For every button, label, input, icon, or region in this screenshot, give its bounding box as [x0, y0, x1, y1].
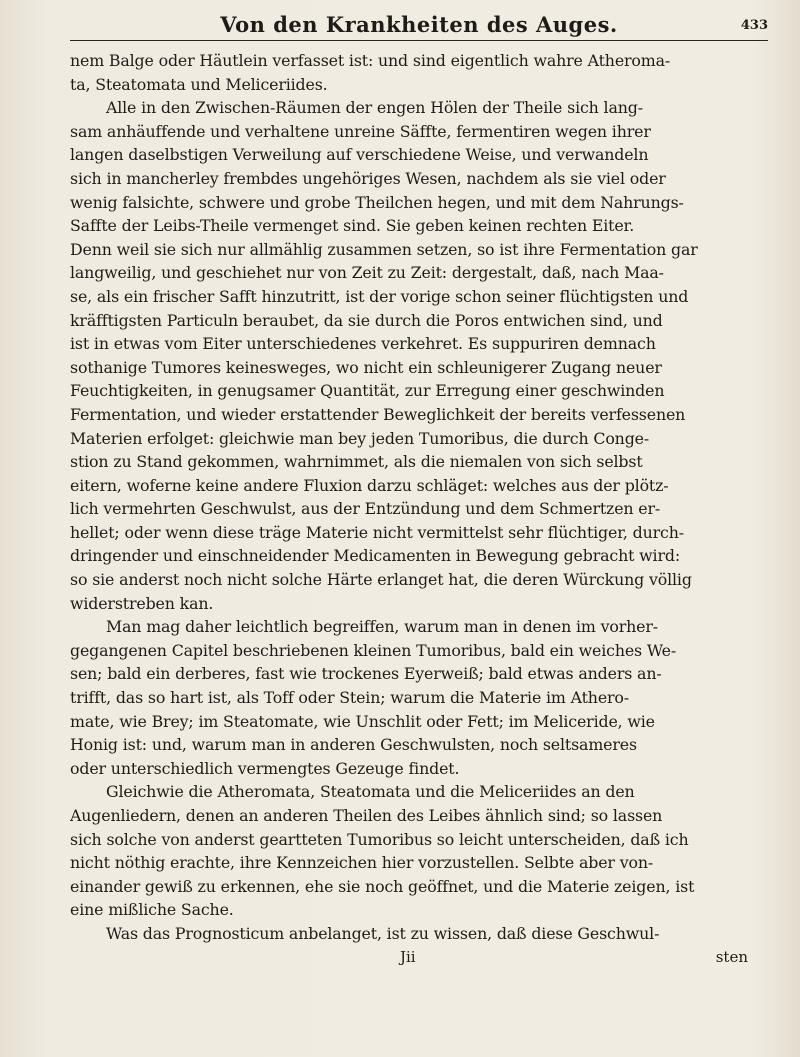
text-line: dringender und einschneidender Medicamenten in Bewegung gebracht wird: — [70, 546, 680, 566]
text-line: Was das Prognosticum anbelanget, ist zu wissen, daß diese Geschwul- — [106, 923, 660, 943]
signature-mark: Jii — [400, 947, 416, 966]
text-line: Fermentation, und wieder erstattender Beweglichkeit der bereits verfessenen — [70, 404, 686, 424]
text-line: Man mag daher leichtlich begreiffen, warum man in denen im vorher- — [106, 617, 658, 637]
text-line: einander gewiß zu erkennen, ehe sie noch geöffnet, und die Materie zeigen, ist — [70, 876, 695, 896]
text-line: langweilig, und geschiehet nur von Zeit zu Zeit: dergestalt, daß, nach Maa- — [70, 263, 664, 283]
text-line: sothanige Tumores keinesweges, wo nicht ein schleunigerer Zugang neuer — [70, 357, 662, 377]
page-header — [70, 12, 768, 41]
text-line: nem Balge oder Häutlein verfasset ist: und sind eigentlich wahre Atheroma- — [70, 51, 671, 70]
text-line: se, als ein frischer Safft hinzutritt, ist der vorige schon seiner flüchtigsten und — [70, 286, 689, 306]
text-line: sen; bald ein derberes, fast wie trockenes Eyerweiß; bald etwas anders an- — [70, 664, 662, 684]
text-line: lich vermehrten Geschwulst, aus der Entzündung und dem Schmertzen er- — [70, 499, 661, 519]
text-line: so sie anderst noch nicht solche Härte erlanget hat, die deren Würckung völlig — [70, 570, 692, 590]
text-line: sich solche von anderst geartteten Tumoribus so leicht unterscheiden, daß ich — [70, 829, 689, 849]
text-line: wenig falsichte, schwere und grobe Theilchen hegen, und mit dem Nahrungs- — [70, 192, 684, 212]
text-line: Denn weil sie sich nur allmählig zusammen setzen, so ist ihre Fermentation gar — [70, 239, 698, 259]
text-line: Augenliedern, denen an anderen Theilen des Leibes ähnlich sind; so lassen — [70, 806, 663, 825]
page-body-text — [70, 49, 778, 946]
text-line: eine mißliche Sache. — [70, 900, 234, 920]
text-line: langen daselbstigen Verweilung auf verschiedene Weise, und verwandeln — [70, 145, 649, 165]
text-line: sich in mancherley frembdes ungehöriges Wesen, nachdem als sie viel oder — [70, 168, 666, 188]
text-line: Alle in den Zwischen-Räumen der engen Hölen der Theile sich lang- — [106, 98, 643, 118]
text-line: trifft, das so hart ist, als Toff oder Stein; warum die Materie im Athero- — [70, 688, 629, 708]
catchword: sten — [715, 947, 748, 966]
paragraph — [70, 615, 778, 780]
text-line: gegangenen Capitel beschriebenen kleinen Tumoribus, bald ein weiches We- — [70, 640, 677, 660]
text-line: eitern, woferne keine andere Fluxion darzu schläget: welches aus der plötz- — [70, 475, 669, 495]
text-line: Gleichwie die Atheromata, Steatomata und die Meliceriides an den — [106, 782, 635, 802]
text-line: Materien erfolget: gleichwie man bey jeden Tumoribus, die durch Conge- — [70, 428, 650, 448]
text-line: Feuchtigkeiten, in genugsamer Quantität, zur Erregung einer geschwinden — [70, 381, 665, 401]
text-line: nicht nöthig erachte, ihre Kennzeichen hier vorzustellen. Selbte aber von- — [70, 853, 654, 873]
text-line: mate, wie Brey; im Steatomate, wie Unschlit oder Fett; im Meliceride, wie — [70, 711, 655, 731]
text-line: widerstreben kan. — [70, 593, 214, 613]
paragraph — [70, 780, 778, 922]
text-line: stion zu Stand gekommen, wahrnimmet, als die niemalen von sich selbst — [70, 452, 643, 472]
page-number: 433 — [740, 18, 768, 33]
text-line: oder unterschiedlich vermengtes Gezeuge findet. — [70, 758, 460, 778]
text-line: hellet; oder wenn diese träge Materie nicht vermittelst sehr flüchtiger, durch- — [70, 522, 684, 542]
paragraph — [70, 922, 778, 946]
text-line: kräfftigsten Particuln beraubet, da sie durch die Poros entwichen sind, und — [70, 310, 663, 330]
text-line: Saffte der Leibs-Theile vermenget sind. Sie geben keinen rechten Eiter. — [70, 216, 635, 236]
text-line: sam anhäuffende und verhaltene unreine Säffte, fermentiren wegen ihrer — [70, 121, 651, 141]
page-footer — [70, 948, 778, 966]
text-line: ta, Steatomata und Meliceriides. — [70, 74, 328, 94]
paragraph — [70, 49, 778, 96]
paragraph — [70, 96, 778, 615]
running-head: Von den Krankheiten des Auges. — [220, 12, 618, 37]
text-line: Honig ist: und, warum man in anderen Geschwulsten, noch seltsameres — [70, 735, 637, 755]
text-line: ist in etwas vom Eiter unterschiedenes verkehret. Es suppuriren demnach — [70, 334, 656, 354]
